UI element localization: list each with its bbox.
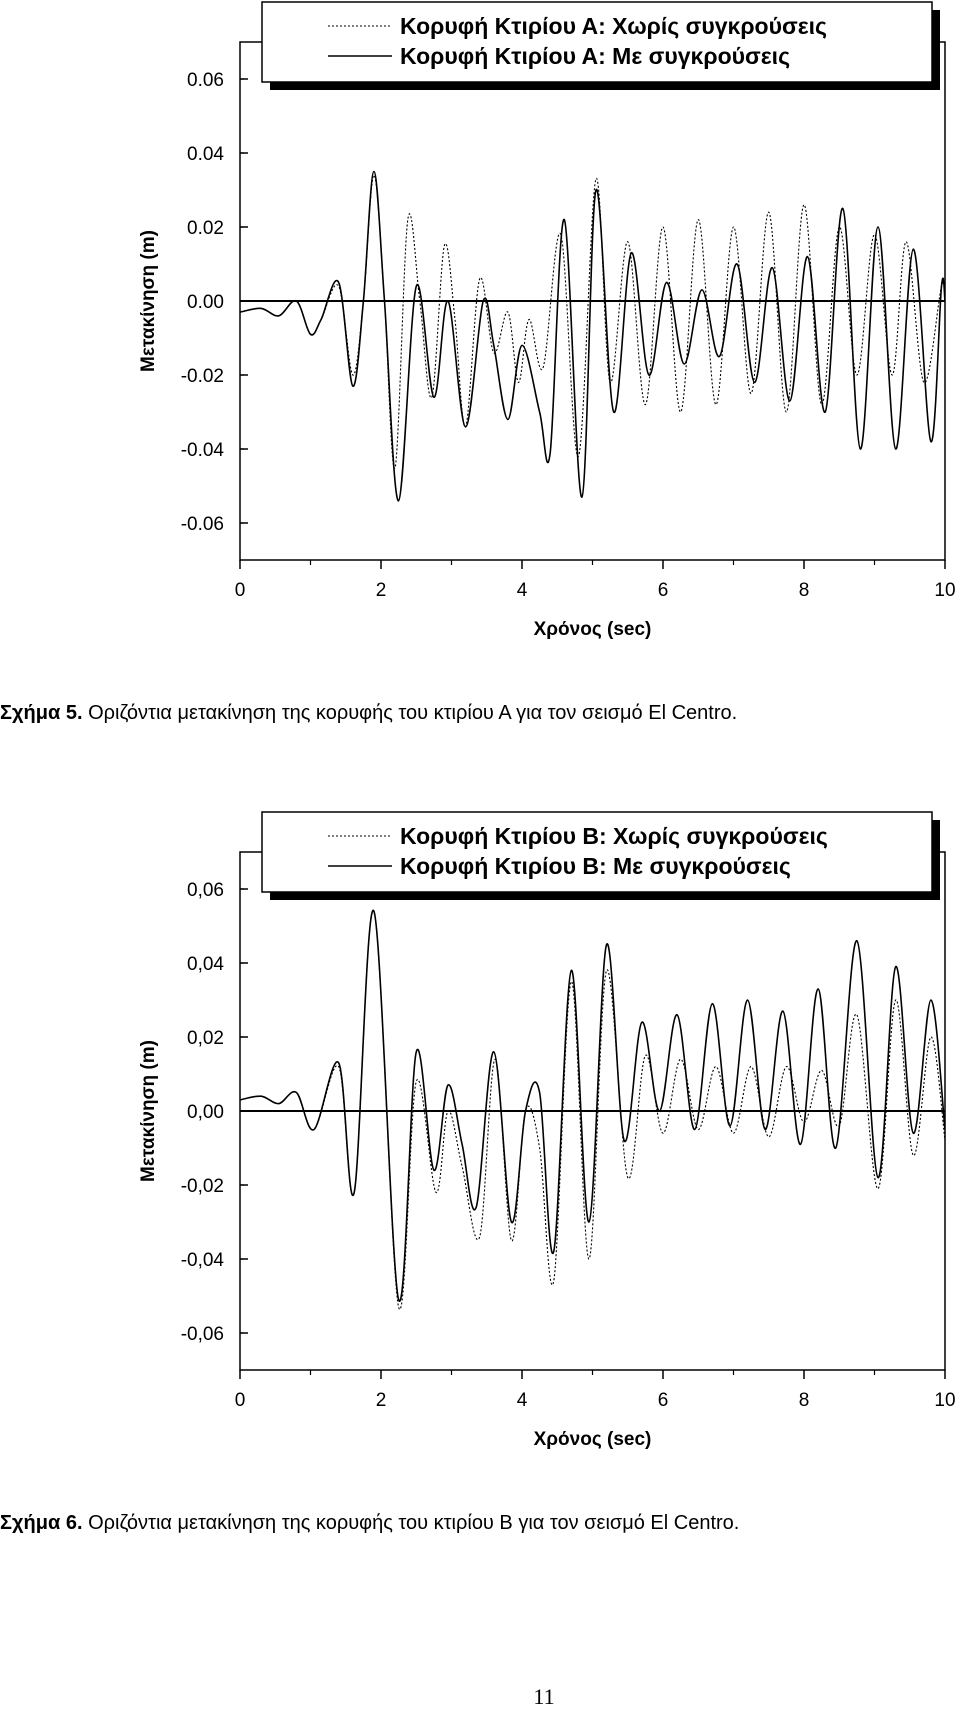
x-tick-label: 2	[375, 580, 387, 601]
x-tick-label: 0	[234, 580, 246, 601]
legend-entry: Κορυφή Κτιρίου Α: Χωρίς συγκρούσεις	[400, 13, 827, 39]
x-axis-title: Χρόνος (sec)	[533, 619, 652, 640]
y-tick-label: -0,06	[180, 1324, 224, 1345]
y-tick-label: 0,06	[187, 880, 224, 901]
caption-fig6-label: Σχήμα 6.	[0, 1512, 83, 1534]
y-tick-label: 0.06	[187, 70, 224, 91]
caption-fig6-text: Οριζόντια μετακίνηση της κορυφής του κτιρίου Β για τον σεισμό El Centro.	[88, 1512, 740, 1534]
y-tick-label: -0.06	[180, 514, 224, 535]
y-tick-label: 0.00	[187, 292, 224, 313]
caption-fig5-label: Σχήμα 5.	[0, 702, 83, 724]
y-tick-label: 0.02	[187, 218, 224, 239]
y-tick-label: 0,04	[187, 954, 224, 975]
x-tick-label: 8	[798, 1390, 810, 1411]
y-tick-label: 0,02	[187, 1028, 224, 1049]
page-number: 11	[533, 1684, 555, 1709]
series-line-dotted	[240, 910, 945, 1309]
x-tick-label: 8	[798, 580, 810, 601]
y-tick-label: 0,00	[187, 1102, 224, 1123]
x-tick-label: 4	[516, 1390, 528, 1411]
chart-b	[0, 810, 960, 1460]
x-tick-label: 10	[934, 580, 956, 601]
x-tick-label: 6	[657, 1390, 669, 1411]
series-line-solid	[240, 910, 945, 1301]
y-tick-label: 0.04	[187, 144, 224, 165]
x-tick-label: 10	[934, 1390, 956, 1411]
x-tick-label: 4	[516, 580, 528, 601]
x-axis-title: Χρόνος (sec)	[533, 1429, 652, 1450]
y-tick-label: -0.02	[180, 366, 224, 387]
legend-entry: Κορυφή Κτιρίου Β: Χωρίς συγκρούσεις	[400, 823, 828, 849]
chart-a	[0, 0, 960, 650]
x-tick-label: 2	[375, 1390, 387, 1411]
x-tick-label: 6	[657, 580, 669, 601]
caption-fig5-text: Οριζόντια μετακίνηση της κορυφής του κτιρίου Α για τον σεισμό El Centro.	[88, 702, 738, 724]
x-tick-label: 0	[234, 1390, 246, 1411]
caption-fig6	[0, 1512, 739, 1535]
y-axis-title: Μετακίνηση (m)	[138, 1040, 159, 1182]
legend-entry: Κορυφή Κτιρίου Α: Με συγκρούσεις	[400, 43, 791, 69]
caption-fig5	[0, 702, 737, 725]
legend-entry: Κορυφή Κτιρίου Β: Με συγκρούσεις	[400, 853, 791, 879]
y-tick-label: -0,04	[180, 1250, 224, 1271]
y-tick-label: -0.04	[180, 440, 224, 461]
y-tick-label: -0,02	[180, 1176, 224, 1197]
y-axis-title: Μετακίνηση (m)	[138, 230, 159, 372]
